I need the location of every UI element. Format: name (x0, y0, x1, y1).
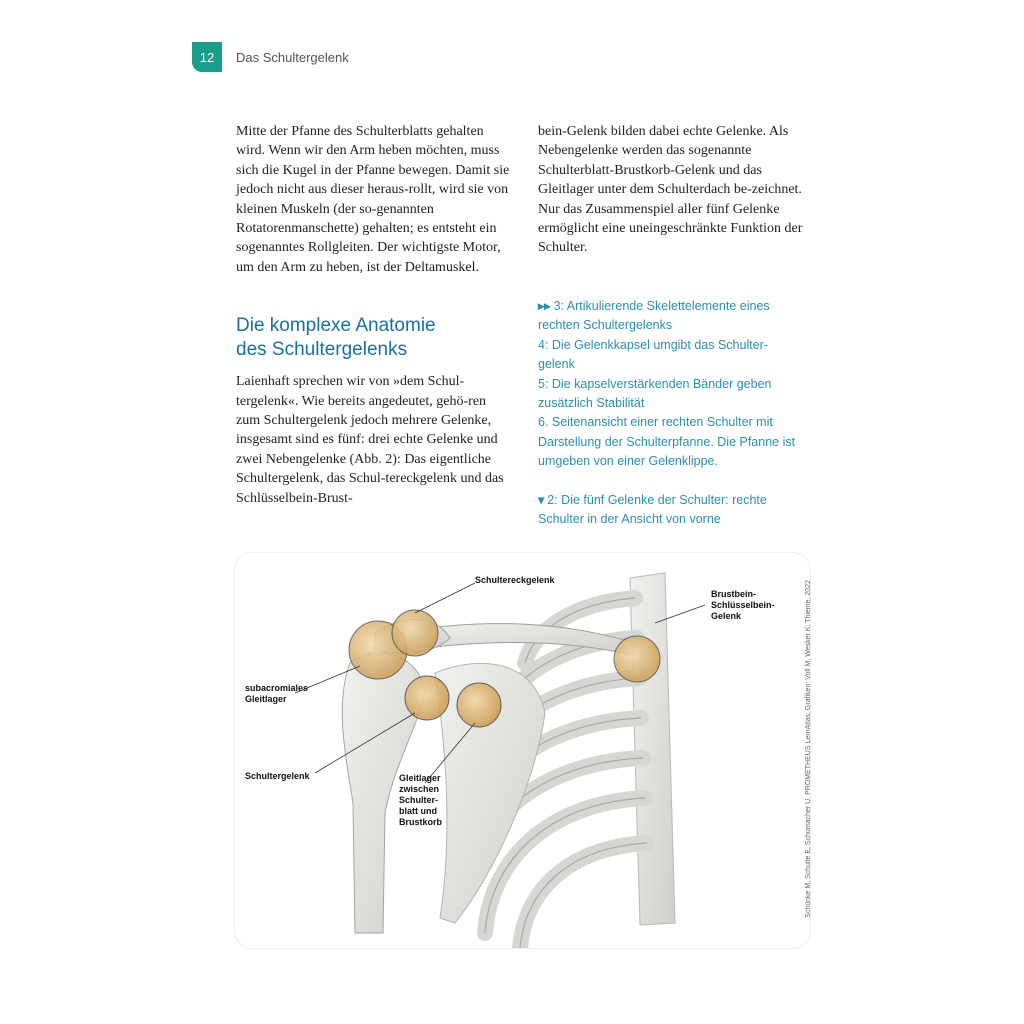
right-paragraph-1: bein-Gelenk bilden dabei echte Gelenke. Als Nebengelenke werden das sogenannte Schulterblatt-Brustkorb-Gelenk und das Gleitlager unter dem Schulterdach be-zeichnet. Nur das Zusammenspiel aller fünf Gelenke ermöglicht eine uneingeschränkte Funktion der Schulter. (538, 124, 803, 256)
label-gleitlager-schulterblatt-brustkorb: Gleitlager zwischen Schulter- blatt und Brustkorb (399, 773, 443, 827)
right-column (538, 122, 813, 258)
caption-5: 5: Die kapselverstärkenden Bänder geben zusätzlich Stabilität (538, 376, 772, 411)
shoulder-anatomy-figure (234, 552, 811, 949)
double-arrow-right-icon: ▸▸ (538, 299, 551, 313)
left-column (236, 122, 511, 508)
label-schultergelenk: Schultergelenk (245, 771, 310, 781)
label-schultereckgelenk: Schultereckgelenk (475, 575, 555, 585)
figure-captions (538, 297, 803, 529)
running-title: Das Schultergelenk (236, 50, 349, 65)
left-paragraph-2: Laienhaft sprechen wir von »dem Schul-tergelenk«. Wie bereits angedeutet, gehö-ren zum Schultergelenk jedoch mehrere Gelenke, insgesamt sind es fünf: drei echte Gelenke und zwei Nebengelenke (Abb. 2): Das eigentliche Schultergelenk, das Schul-tereckgelenk und das Schlüsselbein-Brust- (236, 374, 504, 506)
left-paragraph-1: Mitte der Pfanne des Schulterblatts gehalten wird. Wenn wir den Arm heben möchten, muss sich die Kugel in der Pfanne bewegen. Damit sie jedoch nicht aus dieser heraus-rollt, wird sie von kleinen Muskeln (der so-genannten Rotatorenmanschette) gehalten; es entsteht ein sogenanntes Rollgleiten. Der wichtigste Motor, um den Arm zu heben, ist der Deltamuskel. (236, 124, 510, 275)
caption-4: 4: Die Gelenkkapsel umgibt das Schulter-gelenk (538, 337, 768, 372)
label-subacromiales-gleitlager: subacromiales Gleitlager (245, 683, 309, 704)
caption-3: ▸▸ 3: Artikulierende Skelettelemente eines rechten Schultergelenks (538, 299, 770, 333)
caption-2: ▾ 2: Die fünf Gelenke der Schulter: rechte Schulter in der Ansicht von vorne (538, 492, 767, 527)
section-heading (236, 314, 511, 362)
heading-line-2: des Schultergelenks (236, 339, 408, 361)
image-credit: Schünke M, Schulte E, Schumacher U. PROMETHEUS LernAtlas, Grafiken: Voll M, Wesker K; Thieme, 2022 (805, 580, 812, 918)
page-number-badge (192, 42, 222, 72)
caption-6: 6. Seitenansicht einer rechten Schulter mit Darstellung der Schulterpfanne. Die Pfanne ist umgeben von einer Gelenklippe. (538, 415, 796, 469)
arrow-down-icon: ▾ (538, 492, 545, 507)
heading-line-1: Die komplexe Anatomie (236, 315, 436, 337)
label-brustbein-schluesselbein-gelenk: Brustbein- Schlüsselbein- Gelenk (711, 589, 775, 621)
page-number: 12 (199, 49, 215, 65)
